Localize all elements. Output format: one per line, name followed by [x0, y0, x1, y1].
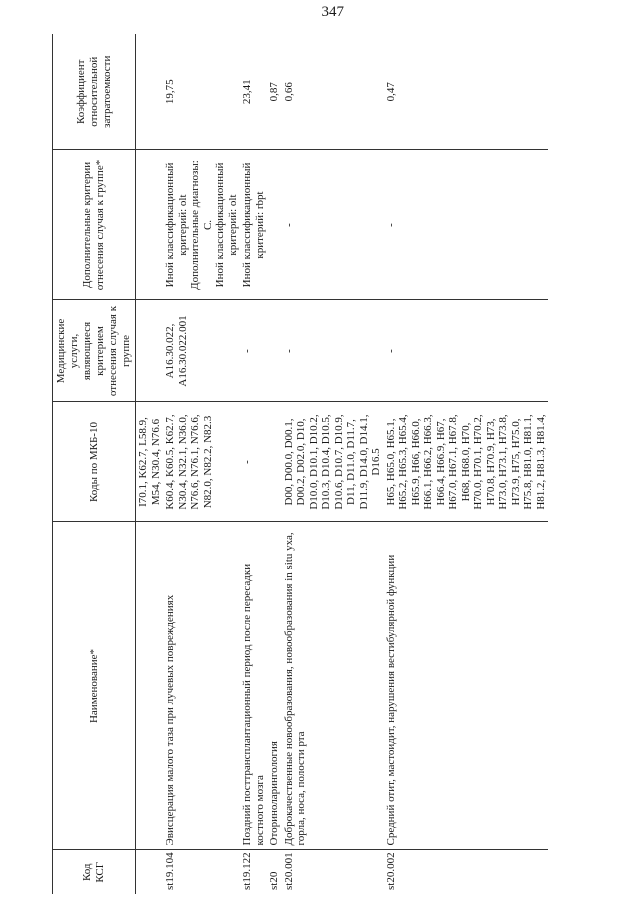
cell-name: Доброкачественные новообразования, новообразования in situ уха, горла, носа, полости рта	[282, 522, 384, 850]
cell-criteria: Иной классификационный критерий: rbpt	[240, 150, 267, 300]
cell-coef: 19,75	[163, 34, 240, 150]
cell-coef: 0,47	[384, 34, 549, 150]
page-number: 347	[321, 4, 345, 20]
cell-criteria: -	[384, 150, 549, 300]
cell-criteria: -	[282, 150, 384, 300]
cell-mkb: H65, H65.0, H65.1, H65.2, H65.3, H65.4, H65.9, H66, H66.0, H66.1, H66.2, H66.3, H66.4, H66.9, H67, H67.0, H67.1, H67.8, H68, H68.0, H70, H70.0, H70.1, H70.2, H70.8, H70.9, H73, H73.0, H73.1, H73.8, H73.9, H75, H75.0, H75.8, H81.0, H81.1, H81.2, H81.3, H81.4,	[384, 402, 549, 522]
table-row	[240, 34, 267, 894]
ksg-table	[52, 34, 548, 894]
table-row	[282, 34, 384, 894]
cell-services: -	[384, 300, 549, 402]
cell-coef	[136, 34, 164, 150]
header-services: Медицинские услуги, являющиеся критерием отнесения случая к группе	[53, 300, 136, 402]
header-criteria: Дополнительные критерии отнесения случая к группе*	[53, 150, 136, 300]
cell-coef: 23,41	[240, 34, 267, 150]
cell-mkb: D00, D00.0, D00.1, D00.2, D02.0, D10, D10.0, D10.1, D10.2, D10.3, D10.4, D10.5, D10.6, D10.7, D10.9, D11, D11.0, D11.7, D11.9, D14.0, D14.1, D16.5	[282, 402, 384, 522]
table-row	[163, 34, 240, 894]
cell-code: st20.002	[384, 852, 397, 890]
cell-criteria: Иной классификационный критерий: olt Дополнительные диагнозы: C. Иной классификационный критерий: olt	[163, 150, 240, 300]
table-header-row	[53, 34, 136, 894]
cell-coef: 0,87	[267, 34, 282, 150]
cell-name: Средний отит, мастоидит, нарушения вестибулярной функции	[384, 522, 549, 850]
table-row	[384, 34, 549, 894]
cell-code: st19.122	[241, 852, 253, 890]
header-mkb: Коды по МКБ-10	[53, 402, 136, 522]
cell-code: st20.001	[282, 852, 295, 890]
cell-code	[136, 850, 164, 894]
cell-name	[136, 522, 164, 850]
header-name: Наименование*	[53, 522, 136, 850]
table-row	[136, 34, 164, 894]
header-coef: Коэффициент относительной затратоемкости	[53, 34, 136, 150]
cell-mkb	[267, 402, 282, 522]
cell-services	[136, 300, 164, 402]
cell-criteria	[136, 150, 164, 300]
cell-mkb: -	[240, 402, 267, 522]
cell-services: A16.30.022, A16.30.022.001	[163, 300, 240, 402]
cell-name: Поздний посттрансплантационный период после пересадки костного мозга	[240, 522, 267, 850]
cell-coef: 0,66	[282, 34, 384, 150]
rotated-table-page	[52, 34, 612, 894]
cell-code: st20	[268, 871, 280, 890]
table-row	[267, 34, 282, 894]
cell-services: -	[282, 300, 384, 402]
cell-mkb: I70.1, K62.7, L58.9, M54, N30.4, N76.6	[136, 402, 164, 522]
header-code: Код КСГ	[53, 850, 136, 894]
cell-criteria	[267, 150, 282, 300]
cell-mkb: K60.4, K60.5, K62.7, N30.4, N32.1, N36.0, N76.6, N76.1, N76.6, N82.0, N82.2, N82.3	[163, 402, 240, 522]
cell-services: -	[240, 300, 267, 402]
cell-services	[267, 300, 282, 402]
cell-code: st19.104	[164, 852, 176, 890]
cell-name: Оториноларингология	[267, 522, 282, 850]
cell-name: Эвисцерация малого таза при лучевых повреждениях	[163, 522, 240, 850]
